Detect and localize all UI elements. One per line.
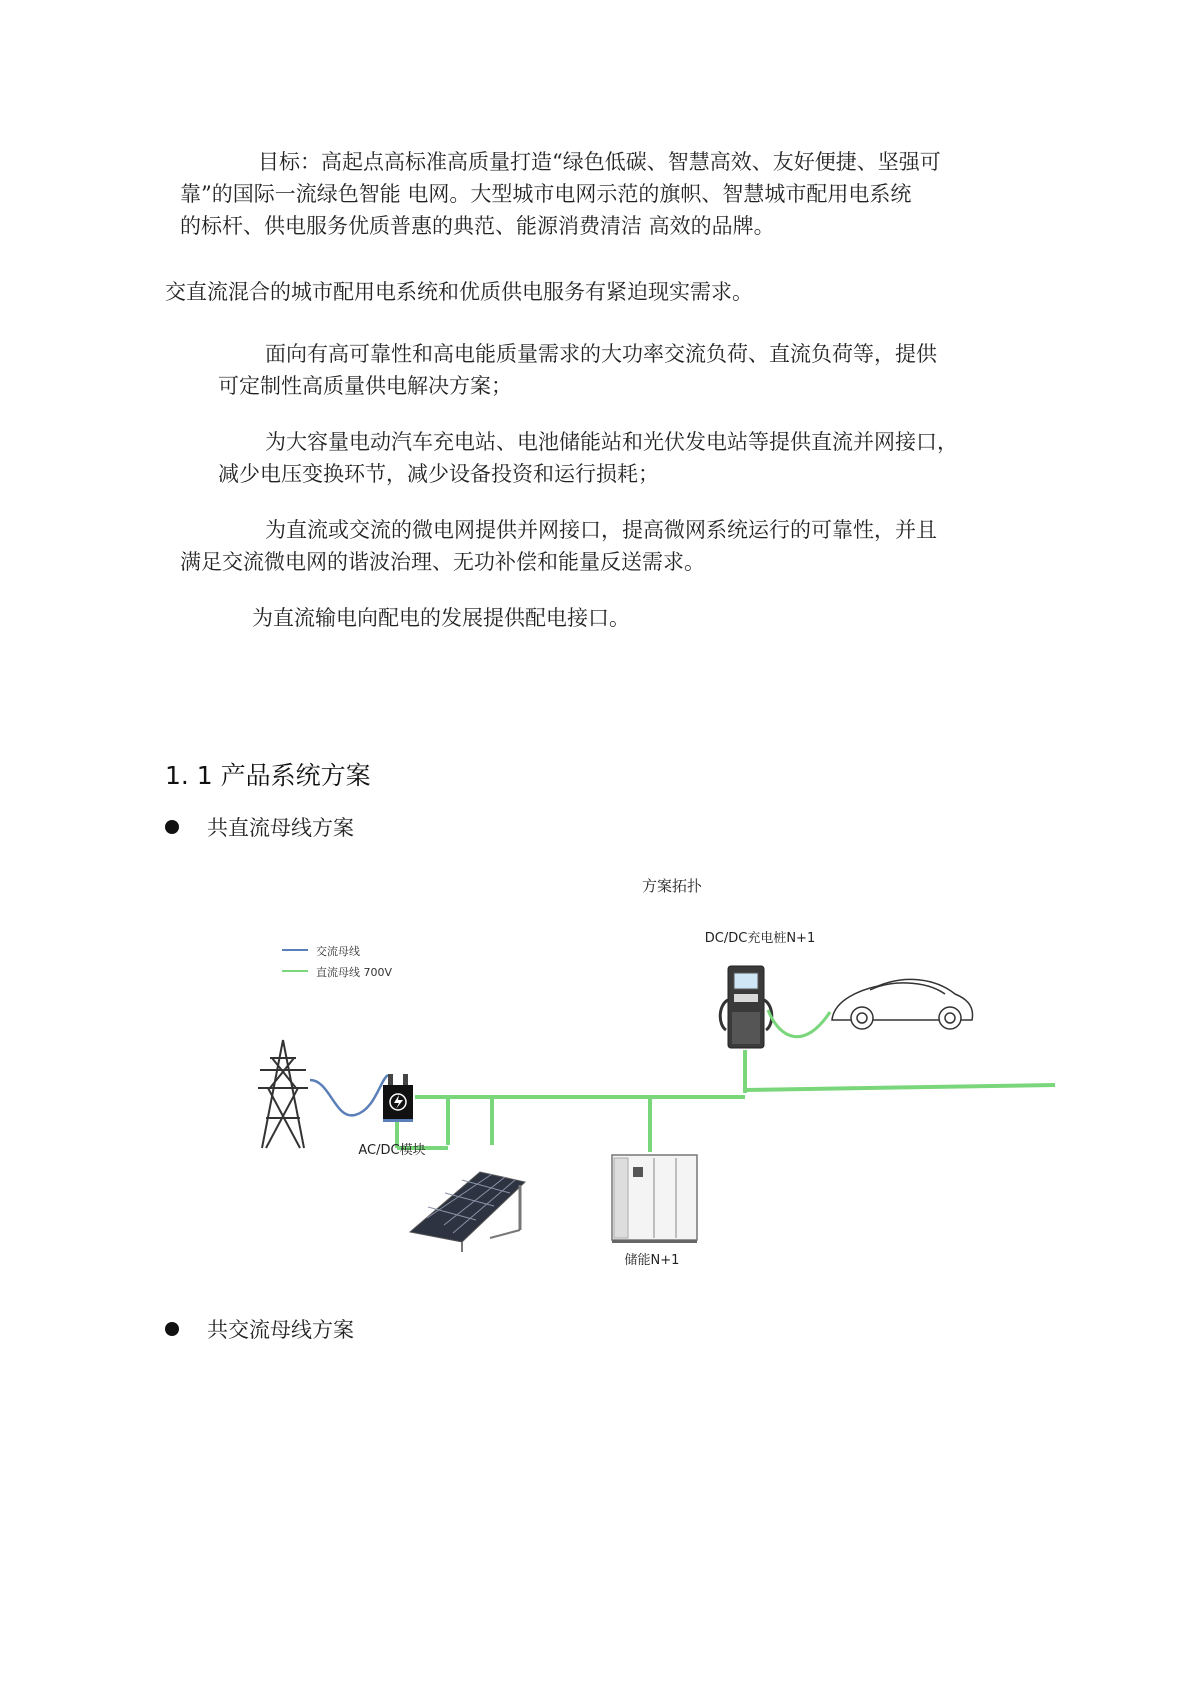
ac-line (310, 1075, 388, 1115)
goal-line-1: 目标：高起点高标准高质量打造“绿色低碳、智慧高效、友好便捷、坚强可 (258, 150, 941, 174)
bullet-dc-bus-label: 共直流母线方案 (207, 816, 354, 840)
bullet-dc-bus (165, 812, 354, 842)
acdc-module-label: AC/DC模块 (358, 1143, 426, 1158)
transmission-tower-icon (258, 1040, 308, 1148)
charger-label: DC/DC充电桩N+1 (704, 931, 816, 946)
goal-line-3: 的标杆、供电服务优质普惠的典范、能源消费清洁 高效的品牌。 (180, 214, 775, 238)
bullet-dot-icon (165, 1322, 179, 1336)
electric-car-icon (832, 979, 973, 1029)
section-heading: 1. 1 产品系统方案 (165, 761, 371, 790)
charger-pile-icon (720, 966, 772, 1048)
storage-label: 储能N+1 (624, 1253, 680, 1268)
legend (282, 944, 392, 979)
energy-storage-icon (612, 1155, 697, 1243)
bullet-ac-bus-label: 共交流母线方案 (207, 1318, 354, 1342)
acdc-module-icon (383, 1074, 413, 1122)
item2-line-2: 减少电压变换环节，减少设备投资和运行损耗； (218, 462, 659, 486)
charging-cable (768, 1010, 830, 1037)
goal-line-2: 靠”的国际一流绿色智能 电网。大型城市电网示范的旗帜、智慧城市配用电系统 (180, 182, 912, 206)
bullet-dot-icon (165, 820, 179, 834)
dc-bus (397, 1050, 1055, 1152)
bullet-ac-bus (165, 1314, 354, 1344)
item1-line-1: 面向有高可靠性和高电能质量需求的大功率交流负荷、直流负荷等，提供 (265, 342, 937, 366)
item3-line-1: 为直流或交流的微电网提供并网接口，提高微网系统运行的可靠性，并且 (265, 518, 937, 542)
item4-line: 为直流输电向配电的发展提供配电接口。 (252, 606, 630, 630)
item3-line-2: 满足交流微电网的谐波治理、无功补偿和能量反送需求。 (180, 550, 705, 574)
demand-line: 交直流混合的城市配用电系统和优质供电服务有紧迫现实需求。 (165, 280, 753, 304)
topology-diagram (0, 860, 1190, 1280)
item1-line-2: 可定制性高质量供电解决方案； (218, 374, 512, 398)
diagram-title: 方案拓扑 (641, 877, 703, 895)
solar-panel-icon (410, 1172, 525, 1252)
legend-ac-label: 交流母线 (316, 945, 360, 958)
item2-line-1: 为大容量电动汽车充电站、电池储能站和光伏发电站等提供直流并网接口， (265, 430, 958, 454)
legend-dc-label: 直流母线 700V (316, 966, 393, 979)
